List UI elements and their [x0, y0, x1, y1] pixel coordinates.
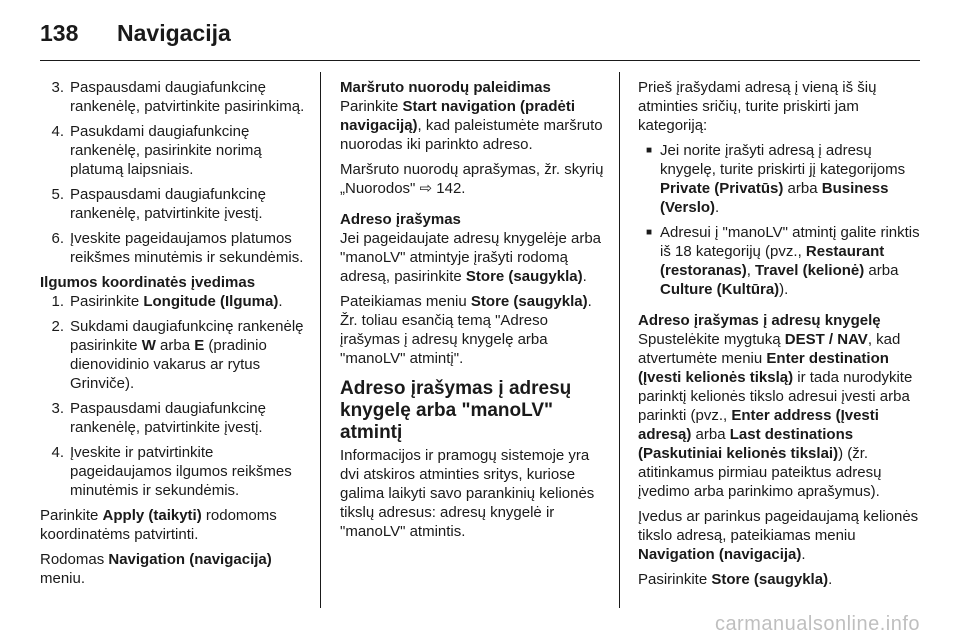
menu-term: Start navigation (pradėti navigaciją)	[340, 98, 576, 134]
column-3	[638, 78, 920, 595]
header-divider	[40, 60, 920, 61]
paragraph: Rodomas Navigation (navigacija) meniu.	[40, 551, 272, 587]
term-west: W	[141, 337, 156, 354]
list-item: 5. Paspausdami daugiafunkcinę rankenėlę, patvirtinkite įvestį.	[51, 186, 266, 222]
subheading-start-navigation: Maršruto nuorodų paleidimas	[340, 79, 551, 96]
paragraph: Pasirinkite Store (saugykla).	[638, 571, 833, 588]
watermark: carmanualsonline.info	[714, 613, 920, 635]
column-divider-2	[619, 72, 620, 608]
term-east: E	[194, 337, 205, 354]
list-item: 4. Pasukdami daugiafunkcinę rankenėlę, pasirinkite norimą platumą laipsniais.	[51, 123, 262, 178]
list-item: ■ Jei norite įrašyti adresą į adresų knygelę, turite priskirti jį kategorijoms Private (Privatūs) arba Business (Verslo).	[638, 141, 920, 217]
column-1	[40, 78, 310, 594]
paragraph: Parinkite Apply (taikyti) rodomoms koordinatėms patvirtinti.	[40, 507, 277, 543]
section-heading: Adreso įrašymas į adresų knygelę arba "manoLV" atmintį	[340, 378, 572, 443]
column-2	[340, 78, 608, 547]
list-item: 2. Sukdami daugiafunkcinę rankenėlę pasirinkite W arba E (pradinio dienovidinio vakarus ar rytus Grinviče).	[51, 318, 304, 392]
list-item: 3. Paspausdami daugiafunkcinę rankenėlę, patvirtinkite pasirinkimą.	[51, 79, 305, 115]
list-item: 4. Įveskite ir patvirtinkite pageidaujamos ilgumos reikšmes minutėmis ir sekundėmis.	[51, 444, 292, 499]
square-bullet-icon: ■	[645, 145, 653, 156]
subheading-store-addressbook: Adreso įrašymas į adresų knygelę	[638, 312, 881, 329]
menu-term: Navigation (navigacija)	[108, 551, 272, 568]
paragraph: Parinkite Start navigation (pradėti navigaciją), kad paleistumėte maršruto nuorodas iki parinkto adreso.	[340, 98, 603, 153]
paragraph: Maršruto nuorodų aprašymas, žr. skyrių „Nuorodos" ⇨ 142.	[340, 161, 604, 197]
square-bullet-icon: ■	[645, 227, 653, 238]
list-item: ■ Adresui į "manoLV" atmintį galite rinktis iš 18 kategorijų (pvz., Restaurant (restoranas), Travel (kelionė) arba Culture (Kultūra)).	[638, 223, 920, 299]
page-header	[40, 14, 920, 54]
menu-term: Store (saugykla)	[470, 293, 588, 310]
menu-term: Apply (taikyti)	[102, 507, 202, 524]
page-number: 138	[40, 20, 79, 46]
page-title: Navigacija	[117, 20, 231, 46]
paragraph: Jei pageidaujate adresų knygelėje arba "manoLV" atmintyje įrašyti rodomą adresą, pasirinkite Store (saugykla).	[340, 230, 602, 285]
paragraph: Įvedus ar parinkus pageidaujamą kelionės tikslo adresą, pateikiamas meniu Navigation (navigacija).	[638, 508, 919, 563]
paragraph: Spustelėkite mygtuką DEST / NAV, kad atvertumėte meniu Enter destination (Įvesti kelionės tikslą) ir tada nurodykite parinktį kelionės tikslo adresui įvesti arba parinkti (pvz., Enter address (Įvesti adresą) arba Last destinations (Paskutiniai kelionės tikslai)) (žr. atitinkamus pirmiau pateiktus adresų įvedimo arba parinkimo aprašymus).	[638, 331, 913, 500]
paragraph: Pateikiamas meniu Store (saugykla). Žr. toliau esančią temą "Adreso įrašymas į adresų knygelę arba "manoLV" atmintį".	[340, 293, 592, 367]
page-reference-arrow-icon: ⇨	[419, 180, 433, 197]
menu-term: Longitude (Ilguma)	[143, 293, 279, 310]
subheading-store-address: Adreso įrašymas	[340, 211, 461, 228]
menu-term: Store (saugykla)	[465, 268, 583, 285]
list-item: 1. Pasirinkite Longitude (Ilguma).	[51, 293, 283, 310]
list-item: 6. Įveskite pageidaujamos platumos reikšmes minutėmis ir sekundėmis.	[51, 230, 304, 266]
list-item: 3. Paspausdami daugiafunkcinę rankenėlę, patvirtinkite įvestį.	[51, 400, 266, 436]
paragraph: Informacijos ir pramogų sistemoje yra dvi atskiros atminties sritys, kuriose galima laikyti savo parankinių kelionės tikslų adresus: adresų knygelė ir "manoLV" atmintis.	[340, 447, 595, 540]
paragraph: Prieš įrašydami adresą į vieną iš šių atminties sričių, turite priskirti jam kategoriją:	[638, 79, 877, 134]
column-divider-1	[320, 72, 321, 608]
subheading-longitude: Ilgumos koordinatės įvedimas	[40, 274, 256, 291]
